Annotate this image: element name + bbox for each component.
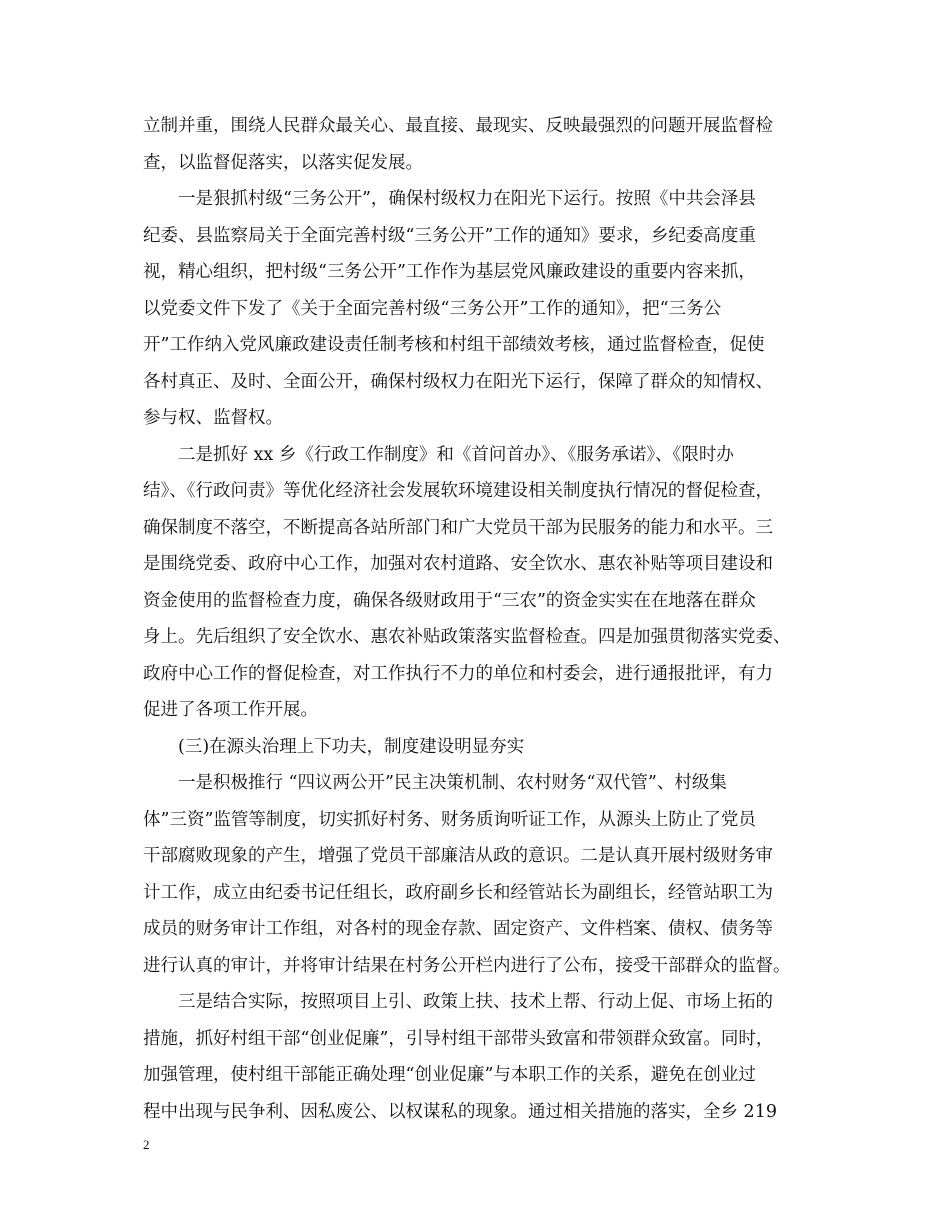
text-line: (三)在源头治理上下功夫，制度建设明显夯实 [143,736,525,757]
paragraph [143,437,823,729]
text-line: 成员的财务审计工作组，对各村的现金存款、固定资产、文件档案、债权、债务等 [143,919,773,939]
text-line: 参与权、监督权。 [143,408,283,428]
text-line: 查，以监督促落实，以落实促发展。 [143,152,423,173]
text-line: 二是抓好 xx 乡《行政工作制度》和《首问首办》、《服务承诺》、《限时办 [143,444,734,465]
text-line: 纪委、县监察局关于全面完善村级“三务公开”工作的通知》要求，乡纪委高度重 [143,225,756,246]
paragraph [143,765,823,984]
paragraph [143,108,823,181]
text-line: 视，精心组织，把村级“三务公开”工作作为基层党风廉政建设的重要内容来抓， [143,262,756,282]
text-line: 各村真正、及时、全面公开，确保村级权力在阳光下运行，保障了群众的知情权、 [143,371,773,392]
text-line: 以党委文件下发了《关于全面完善村级“三务公开”工作的通知》，把“三务公 [143,298,722,319]
text-line: 程中出现与民争利、因私废公、以权谋私的现象。通过相关措施的落实，全乡 219 [143,1101,777,1122]
text-line: 一是积极推行 “四议两公开”民主决策机制、农村财务“双代管”、村级集 [143,773,727,793]
text-line: 体”三资”监管等制度，切实抓好村务、财务质询听证工作，从源头上防止了党员 [143,809,756,830]
text-line: 进行认真的审计，并将审计结果在村务公开栏内进行了公布，接受干部群众的监督。 [143,955,791,976]
text-line: 三是结合实际，按照项目上引、政策上扶、技术上帮、行动上促、市场上拓的 [143,992,773,1012]
paragraph [143,984,823,1130]
document-body [143,108,823,1130]
text-line: 是围绕党委、政府中心工作，加强对农村道路、安全饮水、惠农补贴等项目建设和 [143,554,773,574]
text-line: 资金使用的监督检查力度，确保各级财政用于“三农”的资金实实在在地落在群众 [143,590,756,611]
text-line: 加强管理，使村组干部能正确处理“创业促廉”与本职工作的关系，避免在创业过 [143,1065,756,1085]
text-line: 开”工作纳入党风廉政建设责任制考核和村组干部绩效考核，通过监督检查，促使 [143,335,765,355]
page-number: 2 [143,1137,150,1152]
text-line: 促进了各项工作开展。 [143,700,318,720]
text-line: 政府中心工作的督促检查，对工作执行不力的单位和村委会，进行通报批评，有力 [143,663,773,684]
text-line: 计工作，成立由纪委书记任组长，政府副乡长和经管站长为副组长，经管站职工为 [143,882,773,903]
text-line: 立制并重，围绕人民群众最关心、最直接、最现实、反映最强烈的问题开展监督检 [143,116,773,136]
text-line: 一是狠抓村级“三务公开”，确保村级权力在阳光下运行。按照《中共会泽县 [143,189,756,209]
text-line: 干部腐败现象的产生，增强了党员干部廉洁从政的意识。二是认真开展村级财务审 [143,846,773,866]
text-line: 身上。先后组织了安全饮水、惠农补贴政策落实监督检查。四是加强贯彻落实党委、 [143,627,791,647]
section-heading [143,729,823,766]
text-line: 结》、《行政问责》等优化经济社会发展软环境建设相关制度执行情况的督促检查， [143,481,773,501]
text-line: 确保制度不落空，不断提高各站所部门和广大党员干部为民服务的能力和水平。三 [143,517,773,538]
text-line: 措施，抓好村组干部“创业促廉”，引导村组干部带头致富和带领群众致富。同时， [143,1028,774,1049]
paragraph [143,181,823,437]
